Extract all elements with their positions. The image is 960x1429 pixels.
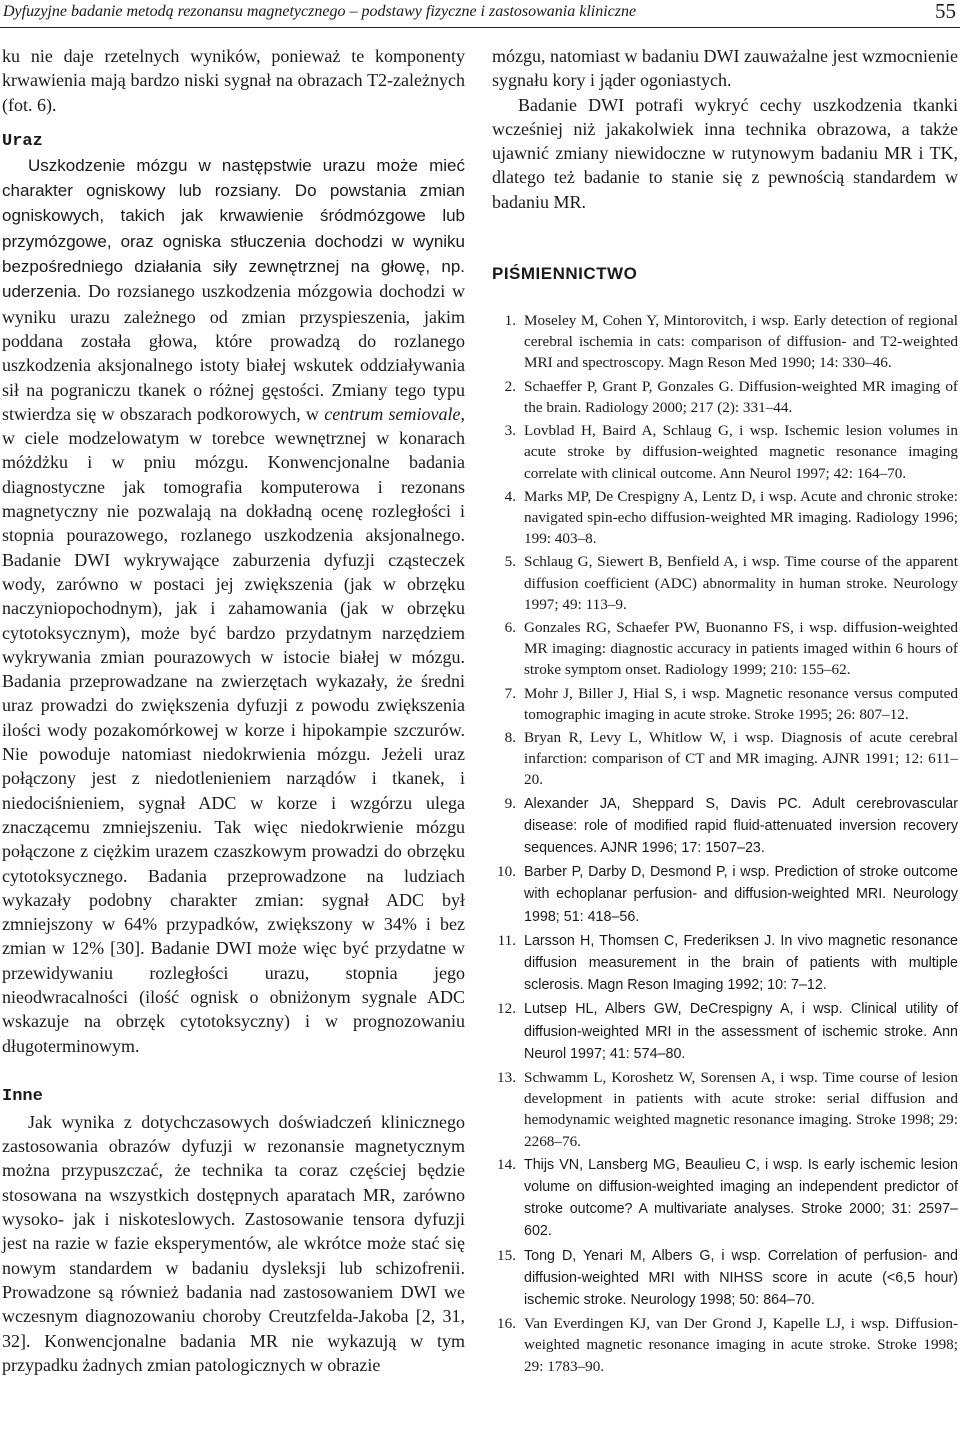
reference-number: 3. (504, 422, 516, 440)
reference-item (492, 998, 958, 1065)
reference-text: Mohr J, Biller J, Hial S, i wsp. Magnetic resonance versus computed tomographic imaging in acute stroke. Stroke 1995; 26: 807–12. (524, 684, 958, 723)
reference-text: Lutsep HL, Albers GW, DeCrespigny A, i wsp. Clinical utility of diffusion-weighted MRI in the assessment of ischemic stroke. Ann Neurol 1997; 41: 574–80. (524, 1001, 958, 1062)
reference-item (492, 420, 958, 484)
uraz-paragraph (2, 153, 465, 1058)
reference-text: Thijs VN, Lansberg MG, Beaulieu C, i wsp. Is early ischemic lesion volume on diffusion-weighted imaging an independent predictor of stroke outcome? A multivariate analyses. Stroke 2000; 31: 2597–602. (524, 1156, 958, 1240)
references-heading: PIŚMIENNICTWO (492, 264, 638, 284)
reference-number: 13. (497, 1068, 516, 1086)
reference-item (492, 1154, 958, 1243)
uraz-body-1: Do powstania zmian ogniskowych, takich jak krwawienie śródmózgowe lub przymózgowe, oraz ogniska stłuczenia dochodzi w wyniku bezpośredniego działania siły zewnętrznej na głowę, np. uderzenia. (2, 181, 465, 302)
reference-item (492, 1067, 958, 1152)
reference-item (492, 930, 958, 997)
reference-text: Van Everdingen KJ, van Der Grond J, Kapelle LJ, i wsp. Diffusion-weighted magnetic resonance imaging in acute stroke. Stroke 1998; 29: 1783–90. (524, 1315, 958, 1375)
reference-item (492, 683, 958, 725)
intro-paragraph: ku nie daje rzetelnych wyników, ponieważ te komponenty krwawienia mają bardzo niski sygnał na obrazach T2-zależnych (fot. 6). (2, 46, 465, 115)
reference-item (492, 310, 958, 374)
reference-item (492, 376, 958, 418)
uraz-body-3: , w ciele modzelowatym w torebce wewnętrznej w konarach móżdżku i w pniu mózgu. Konwencjonalne badania diagnostyczne jak tomografia komputerowa i rezonans magnetyczny nie pozwalają na dokładną ocenę rozległości i stopnia pourazowego, rozlanego uszkodzenia aksjonalnego. Badanie DWI wykrywające zaburzenia dyfuzji cząsteczek wody, zarówno w postaci jej zwiększenia (jak w obrzęku naczyniopochodnym), jak i zahamowania (jak w obrzęku cytotoksycznym), może być bardzo przydatnym narzędziem wykrywania zmian pourazowych w istocie białej w mózgu. Badania przeprowadzane na zwierzętach wykazały, że średni uraz prowadzi do zwiększenia dyfuzji z powodu zwiększenia ilości wody pozakomórkowej w korze i hipokampie szczurów. Nie powoduje natomiast niedokrwienia mózgu. Jeżeli uraz połączony jest z niedotlenieniem narządów i tkanek, i niedociśnieniem, sygnał ADC w korze i wzgórzu ulega znaczącemu zmniejszeniu. Tak więc niedokrwienie mózgu połączone z ciężkim urazem czaszkowym prowadzi do obrzęku cytotoksycznego. Badania przeprowadzone na ludziach wykazały podobny charakter zmian: sygnał ADC był zmniejszony w 64% przypadków, zwiększony w 34% i bez zmian w 12% [30]. Badanie DWI może więc być przydatne w przewidywaniu rozległości urazu, stopnia jego nieodwracalności (ilość ognisk o obniżonym sygnale ADC wskazuje na obrzęk cytotoksyczny) i w prognozowaniu długoterminowym. (2, 403, 465, 1056)
reference-text: Alexander JA, Sheppard S, Davis PC. Adult cerebrovascular disease: role of modified rapid fluid-attenuated inversion recovery sequences. AJNR 1996; 17: 1507–23. (524, 795, 958, 856)
reference-number: 12. (497, 1000, 516, 1018)
reference-text: Tong D, Yenari M, Albers G, i wsp. Correlation of perfusion- and diffusion-weighted MRI with NIHSS score in acute (<6,5 hour) ischemic stroke. Neurology 1998; 50: 864–70. (524, 1247, 958, 1309)
page-number: 55 (935, 0, 956, 23)
reference-number: 16. (497, 1315, 516, 1333)
section-heading-inne: Inne (2, 1086, 43, 1106)
continuation-paragraph: mózgu, natomiast w badaniu DWI zauważalne jest wzmocnienie sygnału kory i jąder ogoniastych. (492, 46, 958, 91)
right-column (492, 44, 958, 1379)
reference-text: Schwamm L, Koroshetz W, Sorensen A, i wsp. Time course of lesion development in patients with acute stroke: serial diffusion and hemodynamic weighted magnetic resonance imaging. Stroke 1998; 29: 2268–76. (524, 1068, 958, 1150)
reference-item (492, 1313, 958, 1377)
reference-item (492, 861, 958, 928)
reference-text: Schlaug G, Siewert B, Benfield A, i wsp. Time course of the apparent diffusion coefficient (ADC) abnormality in human stroke. Neurology 1997; 49: 113–9. (524, 553, 958, 613)
reference-number: 9. (504, 794, 516, 812)
reference-number: 1. (504, 312, 516, 330)
reference-number: 11. (497, 931, 516, 949)
reference-text: Gonzales RG, Schaefer PW, Buonanno FS, i wsp. diffusion-weighted MR imaging: diagnostic accuracy in patients imaged within 6 hours of stroke symptom onset. Radiology 1999; 210: 155–62. (524, 618, 958, 679)
reference-item (492, 617, 958, 681)
reference-number: 4. (504, 487, 516, 505)
reference-item (492, 727, 958, 791)
reference-number: 15. (497, 1246, 516, 1264)
header-rule (0, 27, 960, 28)
running-header (0, 0, 960, 28)
references-list (492, 310, 958, 1377)
uraz-italic-term: centrum semiovale (324, 403, 461, 424)
reference-number: 14. (497, 1155, 516, 1173)
reference-text: Barber P, Darby D, Desmond P, i wsp. Prediction of stroke outcome with echoplanar perfusion- and diffusion-weighted MRI. Neurology 1998; 51: 418–56. (524, 864, 958, 925)
reference-number: 8. (504, 728, 516, 746)
uraz-lead: Uszkodzenie mózgu w następstwie urazu może mieć charakter ogniskowy lub rozsiany. (2, 155, 465, 201)
reference-number: 6. (504, 618, 516, 636)
inne-paragraph: Jak wynika z dotychczasowych doświadczeń klinicznego zastosowania obrazów dyfuzji w rezonansie magnetycznym można przypuszczać, że technika ta coraz częściej będzie stosowana na wszystkich dostępnych aparatach MR, zarówno wysoko- jak i niskoteslowych. Zastosowanie tensora dyfuzji jest na razie w fazie eksperymentów, ale wkrótce może stać się nowym standardem w badaniu dysleksji lub schizofrenii. Prowadzone są również badania nad zastosowaniem DWI we wczesnym diagnozowaniu choroby Creutzfelda-Jakoba [2, 31, 32]. Konwencjonalne badania MR nie wykazują w tym przypadku żadnych zmian patologicznych w obrazie (2, 1111, 465, 1375)
reference-text: Marks MP, De Crespigny A, Lentz D, i wsp. Acute and chronic stroke: navigated spin-echo diffusion-weighted MR imaging. Radiology 1996; 199: 403–8. (524, 487, 958, 548)
reference-text: Bryan R, Levy L, Whitlow W, i wsp. Diagnosis of acute cerebral infarction: comparison of CT and MR imaging. AJNR 1991; 12: 611–20. (524, 728, 958, 789)
section-heading-uraz: Uraz (2, 131, 43, 151)
reference-item (492, 551, 958, 615)
reference-item (492, 486, 958, 550)
reference-text: Schaeffer P, Grant P, Gonzales G. Diffusion-weighted MR imaging of the brain. Radiology 2000; 217 (2): 331–44. (524, 377, 958, 416)
reference-text: Larsson H, Thomsen C, Frederiksen J. In vivo magnetic resonance diffusion measurement in the brain of patients with multiple sclerosis. Magn Reson Imaging 1992; 10: 7–12. (524, 932, 958, 994)
uraz-body-2: Do rozsianego uszkodzenia mózgowia dochodzi w wyniku urazu zależnego od zmian przyspieszenia, jakim poddana została głowa, które prowadzą do rozlanego uszkodzenia aksjonalnego istoty białej wskutek oddziaływania sił na pograniczu tkanek o różnej gęstości. Zmiany tego typu stwierdza się w obszarach podkorowych, w (2, 281, 465, 424)
reference-text: Lovblad H, Baird A, Schlaug G, i wsp. Ischemic lesion volumes in acute stroke by diffusion-weighted magnetic resonance imaging correlate with clinical outcome. Ann Neurol 1997; 42: 164–70. (524, 422, 958, 482)
reference-number: 10. (497, 863, 516, 881)
reference-number: 7. (504, 684, 516, 702)
left-column (2, 44, 465, 1377)
reference-number: 5. (504, 553, 516, 571)
reference-number: 2. (504, 377, 516, 395)
reference-item (492, 1245, 958, 1312)
running-title: Dyfuzyjne badanie metodą rezonansu magnetycznego – podstawy fizyczne i zastosowania kliniczne (3, 3, 637, 20)
conclusion-paragraph: Badanie DWI potrafi wykryć cechy uszkodzenia tkanki wcześniej niż jakakolwiek inna technika obrazowa, a także ujawnić zmiany niewidoczne w rutynowym badaniu MR i TK, dlatego też badanie to stanie się z pewnością standardem w badaniu MR. (492, 94, 958, 212)
reference-item (492, 793, 958, 860)
reference-text: Moseley M, Cohen Y, Mintorovitch, i wsp. Early detection of regional cerebral ischemia in cats: comparison of diffusion- and T2-weighted MRI and spectroscopy. Magn Reson Med 1990; 14: 330–46. (524, 312, 958, 372)
